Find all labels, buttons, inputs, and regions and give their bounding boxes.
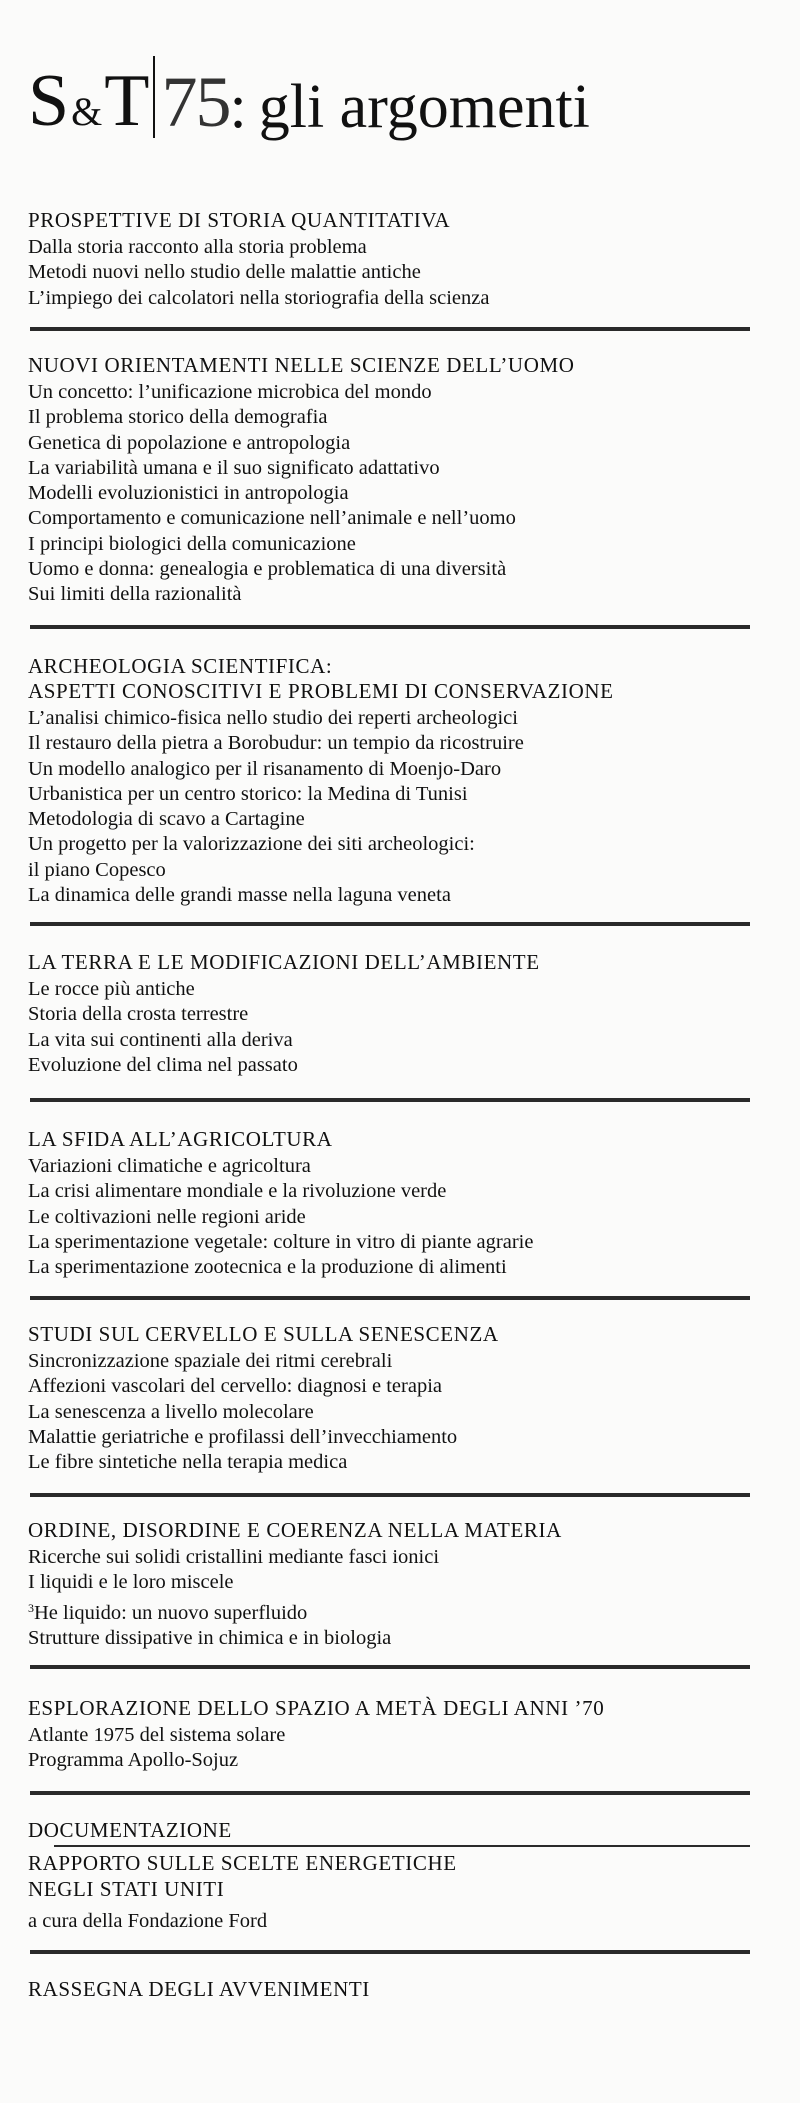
list-item (28, 1596, 750, 1626)
list-item: La senescenza a livello molecolare (28, 1400, 314, 1423)
list-item: Variazioni climatiche e agricoltura (28, 1155, 311, 1177)
section-title: LA TERRA E LE MODIFICAZIONI DELL’AMBIENTE (28, 950, 540, 974)
list-item: il piano Copesco (28, 858, 166, 881)
list-item: La sperimentazione zootecnica e la produzione di alimenti (28, 1256, 507, 1279)
list-item: Ricerche sui solidi cristallini mediante fasci ionici (28, 1546, 440, 1568)
masthead-divider (153, 56, 155, 138)
masthead-s: S (28, 60, 70, 142)
section-divider (30, 1493, 750, 1497)
section-title: STUDI SUL CERVELLO E SULLA SENESCENZA (28, 1322, 499, 1346)
list-item: Programma Apollo-Sojuz (28, 1749, 239, 1772)
documentazione-underline (54, 1845, 750, 1847)
section-cervello (28, 1322, 750, 1475)
list-item: Uomo e donna: genealogia e problematica di una diversità (28, 558, 507, 581)
section-divider (30, 1098, 750, 1102)
masthead-title: gli argomenti (258, 73, 590, 141)
list-item: Un concetto: l’unificazione microbica del mondo (28, 381, 432, 403)
list-item: L’impiego dei calcolatori nella storiografia della scienza (28, 286, 490, 309)
section-documentazione (28, 1818, 750, 1843)
list-item: Un modello analogico per il risanamento di Moenjo-Daro (28, 757, 502, 780)
section-title: PROSPETTIVE DI STORIA QUANTITATIVA (28, 208, 451, 232)
section-agricoltura (28, 1127, 750, 1280)
list-item: Dalla storia racconto alla storia problema (28, 236, 367, 258)
list-item: Metodi nuovi nello studio delle malattie antiche (28, 261, 421, 284)
section-spazio (28, 1696, 750, 1774)
section-title: ARCHEOLOGIA SCIENTIFICA: (28, 654, 333, 678)
section-terra-ambiente (28, 950, 750, 1078)
list-item: Strutture dissipative in chimica e in biologia (28, 1626, 392, 1649)
section-title: NUOVI ORIENTAMENTI NELLE SCIENZE DELL’UOMO (28, 353, 575, 377)
list-item: Evoluzione del clima nel passato (28, 1053, 298, 1076)
section-scienze-uomo (28, 353, 750, 608)
list-item: Sincronizzazione spaziale dei ritmi cerebrali (28, 1350, 393, 1372)
list-item: Malattie geriatriche e profilassi dell’invecchiamento (28, 1425, 458, 1448)
list-item: Il restauro della pietra a Borobudur: un tempio da ricostruire (28, 732, 524, 755)
report-title-line2: NEGLI STATI UNITI (28, 1877, 225, 1901)
masthead-issue: 75 (161, 62, 230, 142)
list-item: La crisi alimentare mondiale e la rivoluzione verde (28, 1180, 447, 1203)
list-item: Le rocce più antiche (28, 978, 195, 1000)
report-credit: a cura della Fondazione Ford (28, 1910, 268, 1932)
section-title: LA SFIDA ALL’AGRICOLTURA (28, 1127, 333, 1151)
section-storia-quantitativa (28, 208, 750, 311)
list-item: Le fibre sintetiche nella terapia medica (28, 1451, 348, 1474)
masthead-t: T (104, 60, 150, 142)
section-divider (30, 1296, 750, 1300)
report-title-line1: RAPPORTO SULLE SCELTE ENERGETICHE (28, 1851, 457, 1875)
documentazione-label: DOCUMENTAZIONE (28, 1818, 232, 1842)
section-rassegna (28, 1977, 750, 2002)
list-item: La sperimentazione vegetale: colture in vitro di piante agrarie (28, 1230, 534, 1253)
list-item: Storia della crosta terrestre (28, 1003, 249, 1026)
list-item: L’analisi chimico-fisica nello studio dei reperti archeologici (28, 707, 518, 729)
list-item: Un progetto per la valorizzazione dei siti archeologici: (28, 833, 475, 856)
list-item: I principi biologici della comunicazione (28, 532, 356, 555)
masthead-colon: : (229, 73, 247, 141)
masthead-ampersand: & (71, 89, 103, 134)
list-item: Urbanistica per un centro storico: la Medina di Tunisi (28, 782, 468, 805)
section-title: ORDINE, DISORDINE E COERENZA NELLA MATERIA (28, 1518, 562, 1542)
section-title: ESPLORAZIONE DELLO SPAZIO A METÀ DEGLI ANNI ’70 (28, 1696, 605, 1720)
list-item: Metodologia di scavo a Cartagine (28, 808, 305, 831)
section-divider (30, 922, 750, 926)
list-item: I liquidi e le loro miscele (28, 1571, 234, 1594)
list-item: Affezioni vascolari del cervello: diagnosi e terapia (28, 1375, 443, 1398)
list-item: Il problema storico della demografia (28, 406, 328, 429)
list-item: Le coltivazioni nelle regioni aride (28, 1205, 306, 1228)
list-item: Atlante 1975 del sistema solare (28, 1724, 286, 1746)
list-item: La variabilità umana e il suo significato adattativo (28, 456, 440, 479)
section-divider (30, 625, 750, 629)
section-divider (30, 1791, 750, 1795)
section-divider (30, 1950, 750, 1954)
list-item: Comportamento e comunicazione nell’animale e nell’uomo (28, 507, 516, 530)
section-subtitle: ASPETTI CONOSCITIVI E PROBLEMI DI CONSERVAZIONE (28, 679, 614, 703)
masthead (28, 58, 590, 142)
list-item: Genetica di popolazione e antropologia (28, 431, 351, 454)
section-divider (30, 1665, 750, 1669)
section-divider (30, 327, 750, 331)
list-item: Modelli evoluzionistici in antropologia (28, 482, 349, 505)
list-item: La dinamica delle grandi masse nella laguna veneta (28, 884, 451, 907)
section-materia (28, 1518, 750, 1651)
list-item: La vita sui continenti alla deriva (28, 1028, 293, 1051)
list-item-text: He liquido: un nuovo superfluido (34, 1601, 308, 1624)
section-archeologia (28, 654, 750, 908)
documentazione-report (28, 1850, 750, 1934)
rassegna-title: RASSEGNA DEGLI AVVENIMENTI (28, 1977, 370, 2001)
superscript: 3 (28, 1600, 34, 1615)
list-item: Sui limiti della razionalità (28, 583, 242, 606)
